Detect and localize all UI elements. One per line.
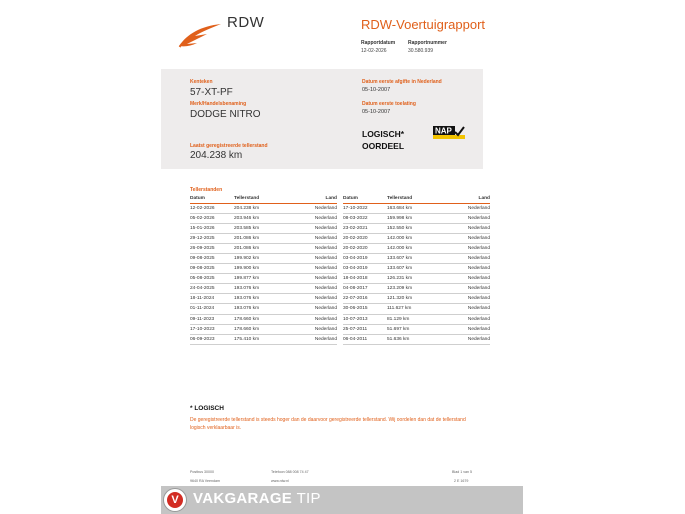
tellerstanden-table-left	[190, 195, 337, 345]
cell-tellerstand: 123.209 km	[387, 284, 449, 294]
table-row	[190, 294, 337, 304]
rapportdatum-value: 12-02-2026	[361, 48, 387, 54]
vakgarage-tip: TIP	[296, 490, 321, 507]
table-row	[190, 233, 337, 243]
table-row	[343, 304, 490, 314]
cell-land: Nederland	[449, 243, 490, 253]
cell-land: Nederland	[449, 203, 490, 213]
toelating-value: 05-10-2007	[362, 109, 391, 115]
cell-land: Nederland	[296, 213, 337, 223]
cell-land: Nederland	[296, 203, 337, 213]
table-row	[190, 213, 337, 223]
cell-datum: 06-09-2023	[190, 334, 234, 344]
col-header-tellerstand: Tellerstand	[234, 195, 296, 203]
table-row	[343, 203, 490, 213]
cell-tellerstand: 51.697 km	[387, 324, 449, 334]
report-title: RDW-Voertuigrapport	[361, 17, 486, 32]
table-row	[190, 324, 337, 334]
cell-tellerstand: 142.000 km	[387, 243, 449, 253]
cell-datum: 18-11-2024	[190, 294, 234, 304]
nap-check-icon	[433, 126, 465, 139]
cell-datum: 09-11-2023	[190, 314, 234, 324]
cell-land: Nederland	[296, 274, 337, 284]
vakgarage-badge-letter: V	[167, 492, 183, 508]
cell-tellerstand: 203.946 km	[234, 213, 296, 223]
cell-land: Nederland	[296, 324, 337, 334]
cell-tellerstand: 81.129 km	[387, 314, 449, 324]
cell-datum: 29-12-2025	[190, 233, 234, 243]
table-row	[343, 334, 490, 344]
table-row	[343, 243, 490, 253]
toelating-label: Datum eerste toelating	[362, 101, 416, 107]
cell-land: Nederland	[296, 233, 337, 243]
cell-datum: 10-07-2013	[343, 314, 387, 324]
cell-land: Nederland	[449, 294, 490, 304]
footnote-title: * LOGISCH	[190, 405, 224, 412]
cell-tellerstand: 142.000 km	[387, 233, 449, 243]
cell-datum: 24-04-2025	[190, 284, 234, 294]
report-page	[161, 0, 523, 514]
cell-land: Nederland	[449, 253, 490, 263]
cell-datum: 26-09-2025	[190, 243, 234, 253]
rapportnummer-label: Rapportnummer	[408, 40, 447, 46]
cell-land: Nederland	[296, 294, 337, 304]
cell-datum: 18-04-2018	[343, 274, 387, 284]
cell-tellerstand: 199.900 km	[234, 264, 296, 274]
cell-land: Nederland	[296, 284, 337, 294]
cell-tellerstand: 201.086 km	[234, 243, 296, 253]
cell-land: Nederland	[449, 264, 490, 274]
footer-address: 9640 RA Veendam	[190, 479, 220, 483]
rdw-logo-icon	[177, 22, 223, 48]
cell-land: Nederland	[449, 284, 490, 294]
cell-datum: 01-11-2024	[190, 304, 234, 314]
kenteken-label: Kenteken	[190, 79, 213, 85]
table-row	[190, 253, 337, 263]
cell-datum: 05-02-2026	[190, 213, 234, 223]
cell-tellerstand: 178.660 km	[234, 314, 296, 324]
cell-land: Nederland	[449, 233, 490, 243]
table-row	[190, 334, 337, 344]
cell-land: Nederland	[449, 314, 490, 324]
cell-tellerstand: 126.231 km	[387, 274, 449, 284]
cell-tellerstand: 201.086 km	[234, 233, 296, 243]
col-header-datum: Datum	[343, 195, 387, 203]
cell-datum: 08-03-2022	[343, 213, 387, 223]
table-row	[343, 223, 490, 233]
table-row	[343, 233, 490, 243]
oordeel-line1: LOGISCH*	[362, 129, 405, 139]
table-row	[190, 304, 337, 314]
vakgarage-brand-name: VAKGARAGE	[193, 490, 293, 507]
cell-land: Nederland	[296, 264, 337, 274]
cell-land: Nederland	[449, 274, 490, 284]
teller-label: Laatst geregistreerde tellerstand	[190, 143, 268, 149]
cell-tellerstand: 111.627 km	[387, 304, 449, 314]
cell-datum: 20-02-2020	[343, 243, 387, 253]
col-header-datum: Datum	[190, 195, 234, 203]
footer-phone: Telefoon 088 008 74 47	[271, 470, 309, 474]
footer-postbus: Postbus 30000	[190, 470, 214, 474]
cell-datum: 15-01-2026	[190, 223, 234, 233]
afgifte-value: 05-10-2007	[362, 87, 391, 93]
cell-tellerstand: 152.550 km	[387, 223, 449, 233]
merk-label: Merk/Handelsbenaming	[190, 101, 247, 107]
table-row	[190, 284, 337, 294]
table-row	[190, 203, 337, 213]
cell-tellerstand: 193.076 km	[234, 294, 296, 304]
cell-datum: 22-07-2016	[343, 294, 387, 304]
col-header-land: Land	[296, 195, 337, 203]
rapportdatum	[361, 40, 395, 54]
table-row	[190, 274, 337, 284]
cell-tellerstand: 159.998 km	[387, 213, 449, 223]
footnote-text: De geregistreerde tellerstand is steeds hoger dan de daarvoor geregistreerde tellerstand. Wij oordelen dan dat de tellerstand logisch verklaarbaar is.	[190, 417, 466, 431]
cell-tellerstand: 121.320 km	[387, 294, 449, 304]
tellerstanden-table-right	[343, 195, 490, 345]
cell-tellerstand: 133.607 km	[387, 253, 449, 263]
table-row	[190, 223, 337, 233]
table-row	[343, 284, 490, 294]
afgifte-label: Datum eerste afgifte in Nederland	[362, 79, 442, 85]
cell-datum: 09-08-2025	[190, 253, 234, 263]
cell-tellerstand: 163.684 km	[387, 203, 449, 213]
rapportnummer-value: 30.580.939	[408, 48, 434, 54]
cell-datum: 25-07-2011	[343, 324, 387, 334]
table-row	[343, 213, 490, 223]
cell-tellerstand: 175.410 km	[234, 334, 296, 344]
nap-text: NAP	[435, 126, 452, 136]
cell-tellerstand: 204.238 km	[234, 203, 296, 213]
table-row	[343, 264, 490, 274]
logo-text: RDW	[227, 14, 265, 31]
oordeel-line2: OORDEEL	[362, 141, 405, 151]
cell-land: Nederland	[296, 334, 337, 344]
cell-datum: 06-04-2011	[343, 334, 387, 344]
cell-land: Nederland	[296, 253, 337, 263]
cell-datum: 23-02-2021	[343, 223, 387, 233]
cell-land: Nederland	[449, 213, 490, 223]
footer-web: www.rdw.nl	[271, 479, 289, 483]
cell-datum: 20-02-2020	[343, 233, 387, 243]
cell-land: Nederland	[296, 304, 337, 314]
table-row	[190, 243, 337, 253]
kenteken-value: 57-XT-PF	[190, 87, 233, 98]
table-row	[343, 253, 490, 263]
cell-datum: 17-10-2023	[190, 324, 234, 334]
rapportdatum-label: Rapportdatum	[361, 40, 396, 46]
vakgarage-logo-icon	[163, 488, 187, 512]
cell-datum: 03-04-2019	[343, 264, 387, 274]
cell-land: Nederland	[449, 223, 490, 233]
cell-datum: 12-02-2026	[190, 203, 234, 213]
footer-page: Blad 1 van 5	[452, 470, 472, 474]
cell-land: Nederland	[449, 334, 490, 344]
table-row	[190, 314, 337, 324]
footer-code: 2 E 1679	[454, 479, 469, 483]
cell-datum: 09-08-2025	[190, 264, 234, 274]
merk-value: DODGE NITRO	[190, 109, 261, 120]
cell-tellerstand: 199.877 km	[234, 274, 296, 284]
table-row	[343, 274, 490, 284]
vakgarage-brand	[193, 490, 321, 507]
cell-land: Nederland	[296, 314, 337, 324]
cell-tellerstand: 133.607 km	[387, 264, 449, 274]
table-row	[343, 324, 490, 334]
cell-tellerstand: 193.076 km	[234, 284, 296, 294]
cell-tellerstand: 203.585 km	[234, 223, 296, 233]
tellerstanden-title: Tellerstanden	[190, 187, 223, 193]
col-header-land: Land	[449, 195, 490, 203]
cell-datum: 05-08-2025	[190, 274, 234, 284]
rapportnummer	[408, 40, 447, 54]
cell-datum: 17-10-2022	[343, 203, 387, 213]
cell-tellerstand: 51.636 km	[387, 334, 449, 344]
col-header-tellerstand: Tellerstand	[387, 195, 449, 203]
table-row	[343, 294, 490, 304]
cell-datum: 04-08-2017	[343, 284, 387, 294]
cell-datum: 03-04-2019	[343, 253, 387, 263]
cell-tellerstand: 193.076 km	[234, 304, 296, 314]
cell-land: Nederland	[296, 223, 337, 233]
table-row	[190, 264, 337, 274]
cell-land: Nederland	[449, 304, 490, 314]
cell-tellerstand: 199.902 km	[234, 253, 296, 263]
cell-datum: 30-06-2015	[343, 304, 387, 314]
cell-land: Nederland	[296, 243, 337, 253]
table-row	[343, 314, 490, 324]
cell-land: Nederland	[449, 324, 490, 334]
teller-value: 204.238 km	[190, 150, 243, 161]
cell-tellerstand: 178.660 km	[234, 324, 296, 334]
oordeel	[362, 128, 404, 152]
